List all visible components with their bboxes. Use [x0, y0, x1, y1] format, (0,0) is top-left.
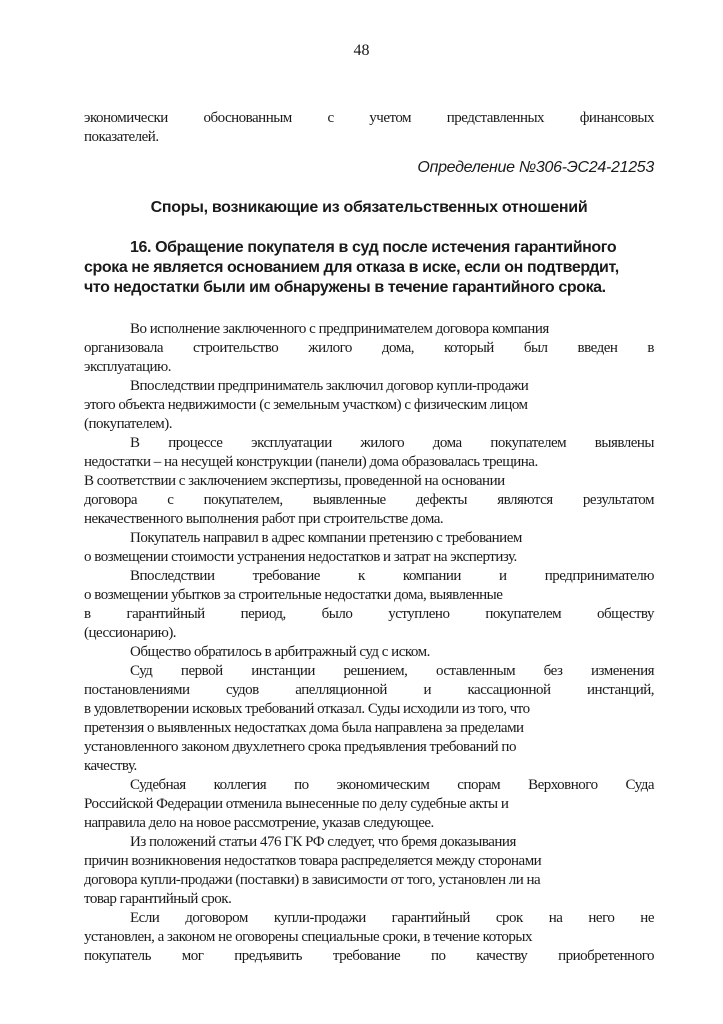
- paragraph: [84, 662, 654, 776]
- text-line: Впоследствии требование к компании и предпринимателю: [130, 568, 654, 584]
- text-line: Впоследствии предприниматель заключил договор купли-продажи: [130, 378, 529, 394]
- paragraph: [84, 434, 654, 529]
- text-line: Общество обратилось в арбитражный суд с иском.: [130, 644, 430, 660]
- text-line: В процессе эксплуатации жилого дома покупателем выявлены: [130, 435, 654, 451]
- item-title-line: 16. Обращение покупателя в суд после истечения гарантийного: [130, 239, 617, 256]
- text-line: направила дело на новое рассмотрение, указав следующее.: [84, 815, 434, 831]
- page-number: 48: [353, 42, 370, 59]
- paragraph: [84, 529, 654, 567]
- text-line: этого объекта недвижимости (с земельным участком) с физическим лицом: [84, 397, 528, 413]
- paragraph: [84, 377, 654, 434]
- text-line: причин возникновения недостатков товара распределяется между сторонами: [84, 853, 542, 869]
- item-title: [84, 238, 654, 298]
- text-line: Из положений статьи 476 ГК РФ следует, что бремя доказывания: [130, 834, 516, 850]
- text-line: в удовлетворении исковых требований отказал. Суды исходили из того, что: [84, 701, 530, 717]
- text-line: недостатки – на несущей конструкции (панели) дома образовалась трещина.: [84, 454, 538, 470]
- text-line: эксплуатацию.: [84, 359, 172, 375]
- text-line: некачественного выполнения работ при строительстве дома.: [84, 511, 444, 527]
- text-line: Во исполнение заключенного с предпринимателем договора компания: [130, 321, 549, 337]
- text-line: покупатель мог предъявить требование по качеству приобретенного: [84, 948, 654, 964]
- item-title-line: срока не является основанием для отказа в иске, если он подтвердит,: [84, 259, 619, 276]
- text-line: экономически обоснованным с учетом представленных финансовых: [84, 110, 654, 126]
- paragraph: [84, 643, 654, 662]
- text-line: показателей.: [84, 129, 159, 145]
- text-line: договора купли-продажи (поставки) в зависимости от того, установлен ли на: [84, 872, 541, 888]
- text-line: претензия о выявленных недостатках дома была направлена за пределами: [84, 720, 524, 736]
- section-title: Споры, возникающие из обязательственных отношений: [150, 199, 588, 216]
- paragraph: [84, 833, 654, 909]
- text-line: установлен, а законом не оговорены специальные сроки, в течение которых: [84, 929, 532, 945]
- text-line: в гарантийный период, было уступлено покупателем обществу: [84, 606, 654, 622]
- text-line: договора с покупателем, выявленные дефекты являются результатом: [84, 492, 654, 508]
- lead-paragraph: [84, 109, 654, 147]
- text-line: постановлениями судов апелляционной и кассационной инстанций,: [84, 682, 654, 698]
- paragraph: [84, 909, 654, 966]
- text-line: В соответствии с заключением экспертизы, проведенной на основании: [84, 473, 505, 489]
- text-line: Покупатель направил в адрес компании претензию с требованием: [130, 530, 522, 546]
- text-line: установленного законом двухлетнего срока предъявления требований по: [84, 739, 516, 755]
- document-body: [84, 109, 654, 966]
- text-line: (цессионарию).: [84, 625, 177, 641]
- paragraph: [84, 776, 654, 833]
- ruling-reference: Определение №306-ЭС24-21253: [417, 159, 654, 176]
- text-line: Судебная коллегия по экономическим спорам Верховного Суда: [130, 777, 654, 793]
- text-line: (покупателем).: [84, 416, 172, 432]
- text-line: Суд первой инстанции решением, оставленным без изменения: [130, 663, 654, 679]
- paragraph: [84, 567, 654, 643]
- text-line: Если договором купли-продажи гарантийный срок на него не: [130, 910, 654, 926]
- paragraph: [84, 320, 654, 377]
- text-line: организовала строительство жилого дома, который был введен в: [84, 340, 654, 356]
- item-title-line: что недостатки были им обнаружены в течение гарантийного срока.: [84, 279, 606, 296]
- text-line: о возмещении убытков за строительные недостатки дома, выявленные: [84, 587, 503, 603]
- text-line: качеству.: [84, 758, 137, 774]
- text-line: о возмещении стоимости устранения недостатков и затрат на экспертизу.: [84, 549, 517, 565]
- text-line: Российской Федерации отменила вынесенные по делу судебные акты и: [84, 796, 509, 812]
- text-line: товар гарантийный срок.: [84, 891, 232, 907]
